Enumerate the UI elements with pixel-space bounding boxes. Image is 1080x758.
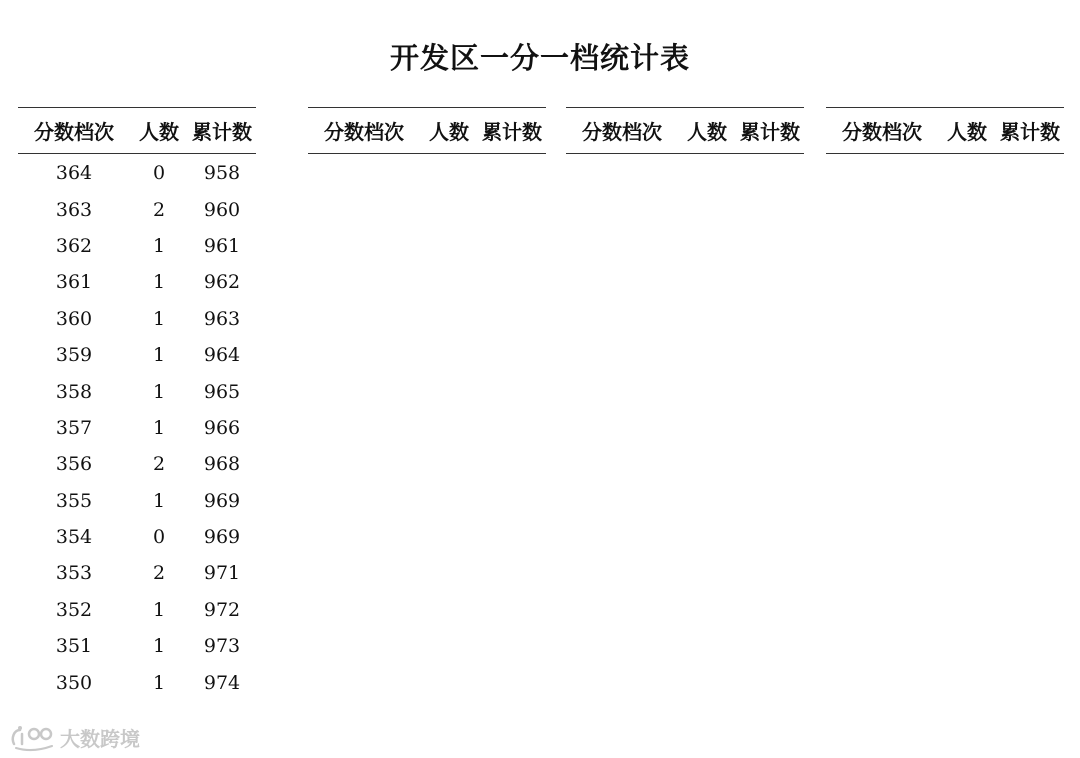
cell-cumulative: 969 — [203, 526, 241, 549]
cell-score: 354 — [55, 526, 93, 549]
cell-cumulative: 965 — [203, 380, 241, 403]
cell-score: 353 — [55, 562, 93, 585]
table-header — [566, 107, 804, 154]
cell-count: 2 — [152, 453, 166, 476]
table-row — [18, 446, 256, 482]
cell-score: 351 — [55, 635, 93, 658]
score-table-4 — [826, 107, 1064, 154]
header-cumulative: 累计数 — [740, 120, 800, 144]
table-row — [18, 191, 256, 227]
cell-cumulative: 974 — [203, 671, 241, 694]
header-score-level: 分数档次 — [34, 120, 114, 144]
table-row — [18, 373, 256, 409]
table-header — [826, 107, 1064, 154]
cell-cumulative: 973 — [203, 635, 241, 658]
table-row — [18, 228, 256, 264]
cell-score: 364 — [55, 162, 93, 185]
cell-cumulative: 971 — [203, 562, 241, 585]
table-body — [18, 155, 256, 701]
table-row — [18, 155, 256, 191]
cell-score: 363 — [55, 198, 93, 221]
watermark-text: 大数跨境 — [60, 726, 140, 751]
cell-score: 356 — [55, 453, 93, 476]
table-row — [18, 264, 256, 300]
score-table-2 — [308, 107, 546, 154]
header-cumulative: 累计数 — [482, 120, 542, 144]
cell-cumulative: 968 — [203, 453, 241, 476]
cell-score: 352 — [55, 598, 93, 621]
header-count: 人数 — [139, 120, 179, 144]
header-score-level: 分数档次 — [582, 120, 662, 144]
table-row — [18, 555, 256, 591]
cell-count: 1 — [152, 307, 166, 330]
score-table-1 — [18, 107, 256, 701]
cell-score: 358 — [55, 380, 93, 403]
table-row — [18, 664, 256, 700]
cell-count: 1 — [152, 635, 166, 658]
cell-cumulative: 960 — [203, 198, 241, 221]
header-count: 人数 — [687, 120, 727, 144]
cell-count: 1 — [152, 344, 166, 367]
table-row — [18, 337, 256, 373]
cell-cumulative: 969 — [203, 489, 241, 512]
header-score-level: 分数档次 — [324, 120, 404, 144]
header-cumulative: 累计数 — [192, 120, 252, 144]
table-header — [18, 107, 256, 154]
table-row — [18, 410, 256, 446]
cell-cumulative: 962 — [203, 271, 241, 294]
cell-cumulative: 963 — [203, 307, 241, 330]
ia-logo-icon — [8, 722, 56, 752]
cell-count: 1 — [152, 489, 166, 512]
cell-score: 357 — [55, 416, 93, 439]
page-title: 开发区一分一档统计表 — [389, 41, 690, 75]
cell-cumulative: 958 — [203, 162, 241, 185]
cell-cumulative: 972 — [203, 598, 241, 621]
cell-score: 359 — [55, 344, 93, 367]
cell-cumulative: 961 — [203, 234, 241, 257]
cell-count: 1 — [152, 271, 166, 294]
header-score-level: 分数档次 — [842, 120, 922, 144]
cell-count: 1 — [152, 671, 166, 694]
cell-cumulative: 964 — [203, 344, 241, 367]
cell-count: 0 — [152, 526, 166, 549]
header-count: 人数 — [947, 120, 987, 144]
cell-count: 1 — [152, 234, 166, 257]
cell-count: 2 — [152, 198, 166, 221]
cell-count: 1 — [152, 380, 166, 403]
cell-count: 0 — [152, 162, 166, 185]
header-count: 人数 — [429, 120, 469, 144]
cell-score: 360 — [55, 307, 93, 330]
header-cumulative: 累计数 — [1000, 120, 1060, 144]
table-row — [18, 592, 256, 628]
table-header — [308, 107, 546, 154]
score-table-3 — [566, 107, 804, 154]
watermark — [8, 722, 140, 752]
cell-score: 350 — [55, 671, 93, 694]
cell-score: 361 — [55, 271, 93, 294]
cell-count: 2 — [152, 562, 166, 585]
table-row — [18, 301, 256, 337]
table-row — [18, 519, 256, 555]
cell-cumulative: 966 — [203, 416, 241, 439]
table-row — [18, 483, 256, 519]
table-row — [18, 628, 256, 664]
cell-count: 1 — [152, 598, 166, 621]
cell-count: 1 — [152, 416, 166, 439]
cell-score: 362 — [55, 234, 93, 257]
cell-score: 355 — [55, 489, 93, 512]
